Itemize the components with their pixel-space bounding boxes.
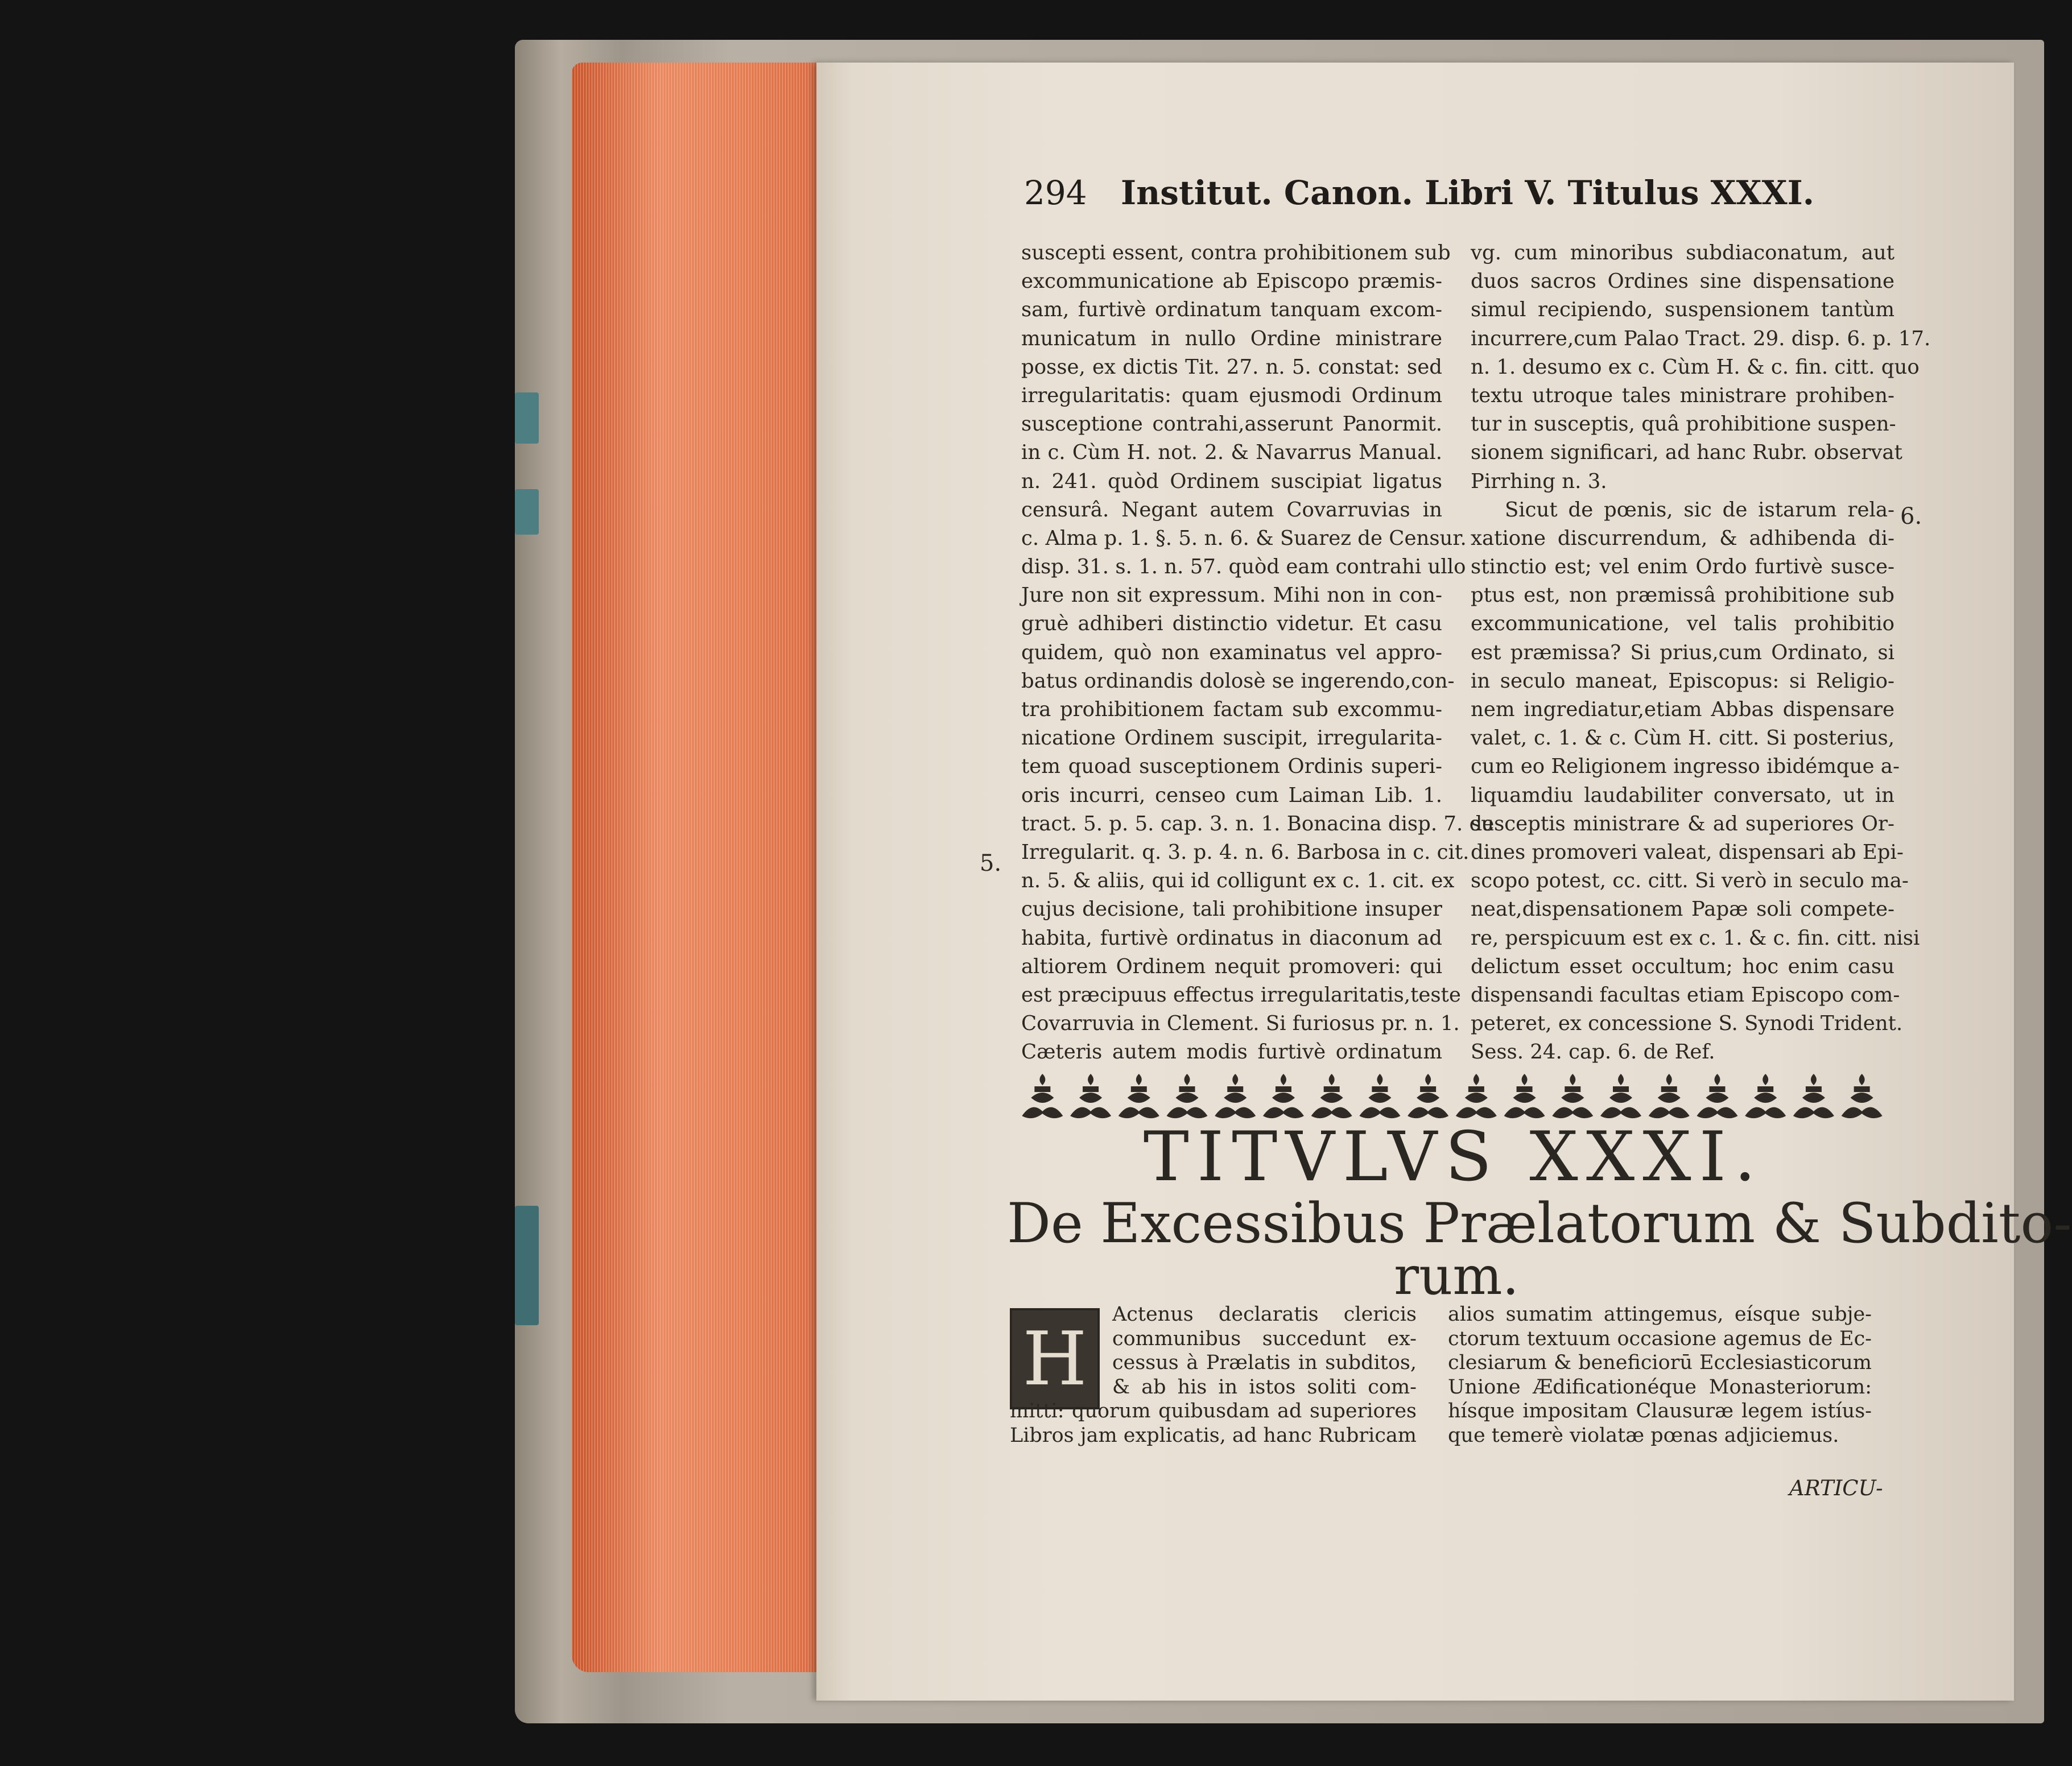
text-line: oris incurri, censeo cum Laiman Lib. 1. [1021,783,1442,807]
text-line: quidem, quò non examinatus vel appro- [1021,640,1442,664]
ornament-fleuron [1311,1074,1352,1118]
running-header [1024,173,1814,219]
text-line: Actenus declaratis clericis [1112,1303,1417,1326]
text-line: batus ordinandis dolosè se ingerendo,con- [1021,669,1455,693]
text-line: Cæteris autem modis furtivè ordinatum [1021,1040,1442,1064]
cloth-tie [515,1206,539,1325]
text-line: suscepti essent, contra prohibitionem sub [1021,241,1451,264]
ornament-fleuron [1215,1074,1256,1118]
ornament-fleuron [1793,1074,1834,1118]
text-line: n. 1. desumo ex c. Cùm H. & c. fin. citt. quo [1471,355,1920,379]
lower-right-text [1448,1302,1872,1447]
text-line: clesiarum & beneficiorū Ecclesiasticorum [1448,1351,1872,1374]
ornament-fleuron [1359,1074,1400,1118]
text-line: alios sumatim attingemus, eísque subje- [1448,1303,1872,1326]
text-line: sam, furtivè ordinatum tanquam excom- [1021,298,1442,322]
ornament-fleuron [1263,1074,1304,1118]
text-line: excommunicatione, vel talis prohibitio [1471,612,1894,636]
text-line: tem quoad susceptionem Ordinis superi- [1021,755,1442,779]
text-line: ptus est, non præmissâ prohibitione sub [1471,584,1894,607]
text-line: re, perspicuum est ex c. 1. & c. fin. citt. nisi [1471,926,1920,950]
text-line: stinctio est; vel enim Ordo furtivè susce- [1471,555,1894,579]
text-line: mitti: quorum quibusdam ad superiores [1010,1400,1417,1422]
page-number: 294 [1024,173,1087,212]
text-line: valet, c. 1. & c. Cùm H. citt. Si posterius, [1471,726,1894,750]
text-line: scopo potest, cc. citt. Si verò in seculo ma- [1471,869,1909,893]
text-line: Libros jam explicatis, ad hanc Rubricam [1010,1424,1417,1447]
text-line: tra prohibitionem factam sub excommu- [1021,698,1442,721]
text-line: sionem significari, ad hanc Rubr. observat [1471,441,1902,465]
text-line: gruè adhiberi distinctio videtur. Et casu [1021,612,1442,636]
text-line: nicatione Ordinem suscipit, irregularita- [1021,726,1442,750]
ornament-fleuron [1118,1074,1159,1118]
ornament-fleuron [1649,1074,1690,1118]
text-line: vg. cum minoribus subdiaconatum, aut [1471,241,1894,264]
text-line: in seculo maneat, Episcopus: si Religio- [1471,669,1894,693]
text-line: neat,dispensationem Papæ soli compete- [1471,898,1894,921]
margin-number-right: 6. [1900,503,1922,530]
text-line: Sicut de pœnis, sic de istarum rela- [1505,498,1894,522]
text-line: est præcipuus effectus irregularitatis,teste [1021,983,1461,1007]
text-line: xatione discurrendum, & adhibenda di- [1471,526,1894,550]
upper-right-column [1471,239,1931,1066]
text-line: Pirrhing n. 3. [1471,469,1607,493]
ornament-fleuron [1504,1074,1545,1118]
text-line: ctorum textuum occasione agemus de Ec- [1448,1327,1872,1350]
text-line: peteret, ex concessione S. Synodi Trident. [1471,1012,1903,1036]
text-line: tur in susceptis, quâ prohibitione suspen- [1471,412,1896,436]
text-line: cujus decisione, tali prohibitione insuper [1021,898,1442,921]
text-line: textu utroque tales ministrare prohiben- [1471,383,1894,407]
text-line: tract. 5. p. 5. cap. 3. n. 1. Bonacina disp. 7. de [1021,812,1495,836]
title-line-1: TITVLVS XXXI. [1143,1118,1764,1197]
catchword: ARTICU- [1789,1476,1883,1500]
cloth-tie [515,392,539,444]
cloth-tie [515,489,539,535]
text-line: Covarruvia in Clement. Si furiosus pr. n. 1. [1021,1012,1460,1036]
text-line: municatum in nullo Ordine ministrare [1021,326,1442,350]
text-line: Irregularit. q. 3. p. 4. n. 6. Barbosa in c. cit. [1021,840,1470,864]
text-line: n. 5. & aliis, qui id colligunt ex c. 1. cit. ex [1021,869,1455,893]
text-line: Sess. 24. cap. 6. de Ref. [1471,1040,1715,1064]
text-line: communibus succedunt ex- [1112,1327,1417,1350]
text-line: susceptis ministrare & ad superiores Or- [1471,812,1894,836]
text-line: in c. Cùm H. not. 2. & Navarrus Manual. [1021,441,1442,465]
text-line: susceptione contrahi,asserunt Panormit. [1021,412,1442,436]
lower-left-text [1010,1399,1417,1447]
text-line: incurrere,cum Palao Tract. 29. disp. 6. p. 17. [1471,326,1931,350]
decorated-initial: H [1010,1308,1100,1409]
text-line: posse, ex dictis Tit. 27. n. 5. constat: sed [1021,355,1442,379]
ornament-fleuron [1070,1074,1111,1118]
ornament-fleuron [1022,1074,1063,1118]
text-line: excommunicatione ab Episcopo præmis- [1021,270,1442,293]
ornament-fleuron [1167,1074,1208,1118]
ornament-fleuron [1842,1074,1883,1118]
text-line: delictum esset occultum; hoc enim casu [1471,954,1894,978]
text-line: duos sacros Ordines sine dispensatione [1471,270,1894,293]
text-line: hísque impositam Clausuræ legem istíus- [1448,1400,1872,1422]
lower-left-indented-text [1112,1302,1417,1399]
title-line-3: rum. [1394,1246,1519,1306]
text-line: irregularitatis: quam ejusmodi Ordinum [1021,383,1442,407]
text-line: censurâ. Negant autem Covarruvias in [1021,498,1442,522]
text-line: Unione Ædificationéque Monasteriorum: [1448,1375,1872,1399]
running-title: Institut. Canon. Libri V. Titulus XXXI. [1121,173,1814,212]
upper-left-column [1021,239,1495,1066]
text-line: dispensandi facultas etiam Episcopo com- [1471,983,1900,1007]
title-line-2: De Excessibus Prælatorum & Subdito- [1007,1192,2072,1255]
text-line: n. 241. quòd Ordinem suscipiat ligatus [1021,469,1442,493]
ornament-fleuron [1552,1074,1593,1118]
ornament-fleuron [1600,1074,1641,1118]
text-line: nem ingrediatur,etiam Abbas dispensare [1471,698,1894,721]
text-line: c. Alma p. 1. §. 5. n. 6. & Suarez de Censur. [1021,526,1467,550]
text-line: que temerè violatæ pœnas adjiciemus. [1448,1424,1839,1447]
text-line: disp. 31. s. 1. n. 57. quòd eam contrahi ullo [1021,555,1466,579]
text-line: Jure non sit expressum. Mihi non in con- [1021,584,1442,607]
ornament-fleuron [1745,1074,1786,1118]
text-line: est præmissa? Si prius,cum Ordinato, si [1471,640,1894,664]
text-line: habita, furtivè ordinatus in diaconum ad [1021,926,1442,950]
text-line: cum eo Religionem ingresso ibidémque a- [1471,755,1900,779]
text-line: liquamdiu laudabiliter conversato, ut in [1471,783,1894,807]
text-line: cessus à Prælatis in subditos, [1112,1351,1417,1374]
page-fore-edges [572,63,822,1672]
text-line: & ab his in istos soliti com- [1112,1375,1417,1399]
text-line: dines promoveri valeat, dispensari ab Epi- [1471,840,1904,864]
ornament-fleuron [1456,1074,1497,1118]
ornament-fleuron [1697,1074,1737,1118]
text-line: simul recipiendo, suspensionem tantùm [1471,298,1894,322]
ornament-fleuron [1408,1074,1448,1118]
text-line: altiorem Ordinem nequit promoveri: qui [1021,954,1442,978]
margin-number-left: 5. [980,850,1002,876]
